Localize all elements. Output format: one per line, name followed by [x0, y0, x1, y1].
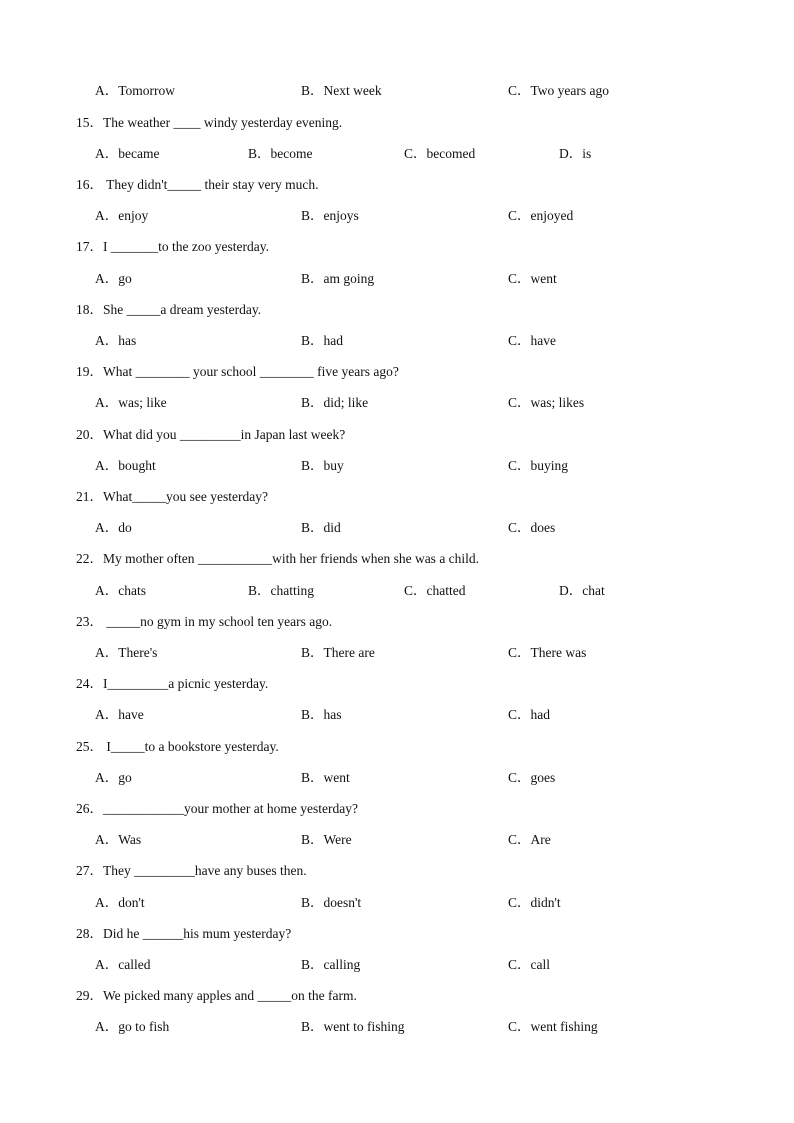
option-b: B．doesn't	[301, 895, 362, 910]
option-a: A．became	[95, 146, 160, 161]
question-15: 15．The weather ____ windy yesterday evening.	[76, 115, 343, 130]
option-b: B．enjoys	[301, 208, 359, 223]
question-28: 28．Did he ______his mum yesterday?	[76, 926, 292, 941]
option-a: A．was; like	[95, 395, 167, 410]
option-b: B．Next week	[301, 83, 382, 98]
question-17: 17．I _______to the zoo yesterday.	[76, 239, 269, 254]
option-c: C．chatted	[404, 583, 466, 598]
question-26: 26．____________your mother at home yesterday?	[76, 801, 358, 816]
option-c: C．does	[508, 520, 556, 535]
option-c: C．call	[508, 957, 550, 972]
option-c: C．didn't	[508, 895, 561, 910]
question-21: 21．What_____you see yesterday?	[76, 489, 268, 504]
question-25: 25． I_____to a bookstore yesterday.	[76, 739, 279, 754]
option-c: C．Are	[508, 832, 551, 847]
option-c: C．There was	[508, 645, 587, 660]
option-b: B．become	[248, 146, 313, 161]
option-a: A．do	[95, 520, 132, 535]
question-23: 23． _____no gym in my school ten years ago.	[76, 614, 333, 629]
option-c: C．goes	[508, 770, 556, 785]
question-29: 29．We picked many apples and _____on the farm.	[76, 988, 357, 1003]
question-24: 24．I_________a picnic yesterday.	[76, 676, 269, 691]
option-b: B．am going	[301, 271, 375, 286]
option-c: C．was; likes	[508, 395, 585, 410]
question-16: 16． They didn't_____ their stay very much.	[76, 177, 319, 192]
option-a: A．Tomorrow	[95, 83, 176, 98]
option-c: C．had	[508, 707, 550, 722]
option-b: B．went	[301, 770, 350, 785]
option-c: C．buying	[508, 458, 569, 473]
option-a: A．enjoy	[95, 208, 149, 223]
option-c: C．went fishing	[508, 1019, 598, 1034]
option-a: A．go	[95, 271, 132, 286]
question-18: 18．She _____a dream yesterday.	[76, 302, 262, 317]
option-a: A．has	[95, 333, 137, 348]
option-b: B．calling	[301, 957, 361, 972]
option-b: B．had	[301, 333, 343, 348]
option-b: B．has	[301, 707, 342, 722]
option-b: B．buy	[301, 458, 344, 473]
option-a: A．There's	[95, 645, 158, 660]
option-c: C．have	[508, 333, 556, 348]
option-c: C．went	[508, 271, 557, 286]
option-a: A．have	[95, 707, 144, 722]
option-a: A．go	[95, 770, 132, 785]
option-b: B．chatting	[248, 583, 314, 598]
option-b: B．There are	[301, 645, 375, 660]
option-c: C．becomed	[404, 146, 476, 161]
option-b: B．went to fishing	[301, 1019, 405, 1034]
option-a: A．chats	[95, 583, 146, 598]
option-a: A．don't	[95, 895, 145, 910]
question-22: 22．My mother often ___________with her friends when she was a child.	[76, 551, 480, 566]
option-a: A．go to fish	[95, 1019, 170, 1034]
option-c: C．enjoyed	[508, 208, 574, 223]
option-c: C．Two years ago	[508, 83, 610, 98]
option-d: D．chat	[559, 583, 605, 598]
option-b: B．Were	[301, 832, 352, 847]
option-a: A．bought	[95, 458, 156, 473]
option-b: B．did	[301, 520, 341, 535]
option-a: A．called	[95, 957, 151, 972]
option-a: A．Was	[95, 832, 142, 847]
option-b: B．did; like	[301, 395, 369, 410]
question-19: 19．What ________ your school ________ five years ago?	[76, 364, 399, 379]
question-27: 27．They _________have any buses then.	[76, 863, 307, 878]
option-d: D．is	[559, 146, 592, 161]
question-20: 20．What did you _________in Japan last week?	[76, 427, 346, 442]
